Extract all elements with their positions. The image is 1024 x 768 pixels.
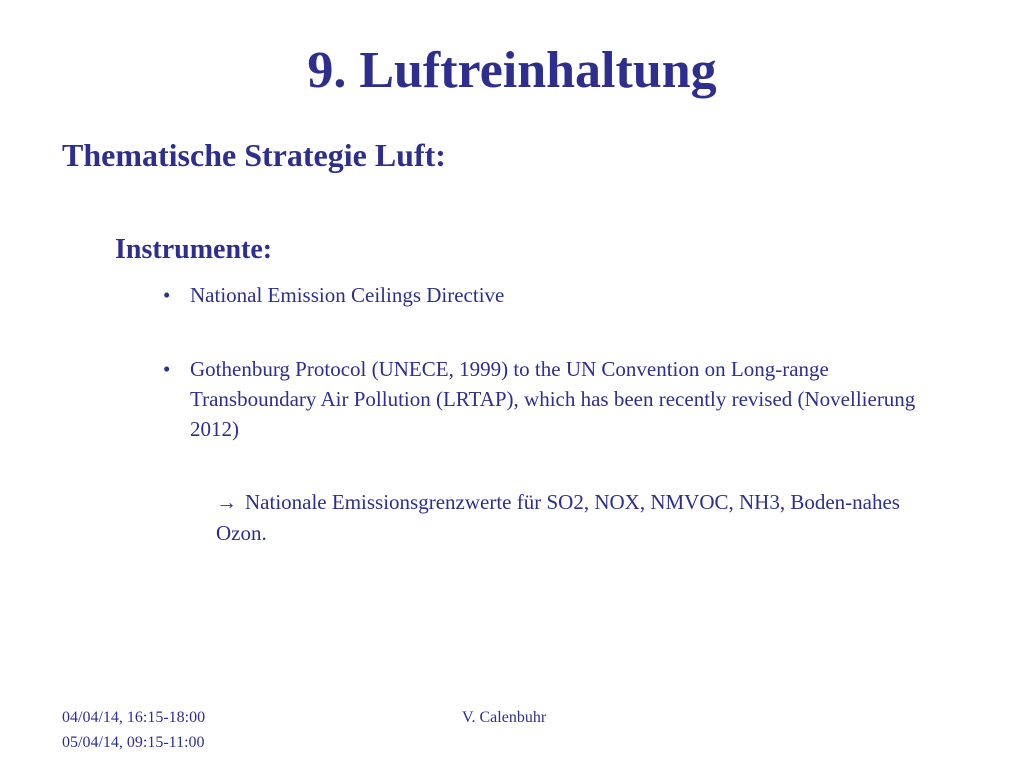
section-heading: Instrumente: [115,234,273,265]
bullet-icon: • [163,283,171,307]
bullet-item [163,280,923,310]
footer-author: V. Calenbuhr [462,709,547,726]
footer-date-line: 04/04/14, 16:15-18:00 [62,709,206,726]
slide-subtitle: Thematische Strategie Luft: [62,137,446,173]
right-arrow-icon: → [216,490,237,514]
bullet-icon: • [163,357,171,381]
bullet-text: Gothenburg Protocol (UNECE, 1999) to the UN Convention on Long-range Transboundary Air Pollution (LRTAP), which has been recently revised (Novellierung 2012) [190,357,916,441]
footer-dates [62,705,205,755]
bullet-text: National Emission Ceilings Directive [190,283,505,307]
arrow-note-text: Nationale Emissionsgrenzwerte für SO2, NOX, NMVOC, NH3, Boden-nahes Ozon. [216,490,900,545]
arrow-note [216,487,936,549]
slide-title: 9. Luftreinhaltung [307,42,717,99]
footer-date-line: 05/04/14, 09:15-11:00 [62,734,205,751]
bullet-item [163,354,923,444]
